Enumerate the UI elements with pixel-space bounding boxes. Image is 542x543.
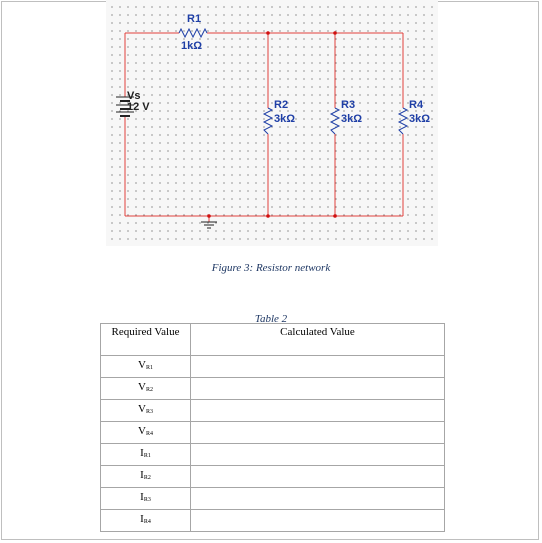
calculated-value-cell[interactable] <box>191 400 445 422</box>
r3-name-label: R3 <box>341 99 356 111</box>
calculated-value-cell[interactable] <box>191 356 445 378</box>
calculated-value-cell[interactable] <box>191 444 445 466</box>
table-row <box>101 378 445 400</box>
r3-value-label: 3kΩ <box>341 113 363 125</box>
table-row <box>101 356 445 378</box>
calculated-value-cell[interactable] <box>191 466 445 488</box>
calculated-value-cell[interactable] <box>191 422 445 444</box>
r1-value-label: 1kΩ <box>181 40 203 52</box>
circuit-schematic <box>106 0 438 246</box>
table-row <box>101 422 445 444</box>
calculated-value-cell[interactable] <box>191 488 445 510</box>
node-top-r2 <box>266 31 270 35</box>
r3-zigzag-icon <box>331 108 339 134</box>
r4-name-label: R4 <box>409 99 424 111</box>
required-value-cell: $I_{R2}$ <box>101 466 191 488</box>
required-value-cell: $I_{R1}$ <box>101 444 191 466</box>
required-value-cell: $V_{R3}$ <box>101 400 191 422</box>
values-table <box>100 323 445 532</box>
vs-name-label: Vs <box>127 90 141 102</box>
circuit-drawing <box>106 0 438 246</box>
vs-value-label: 12 V <box>127 101 150 113</box>
table-row <box>101 488 445 510</box>
required-value-cell: $V_{R1}$ <box>101 356 191 378</box>
table-row <box>101 466 445 488</box>
node-bottom-r2 <box>266 214 270 218</box>
node-top-r3 <box>333 31 337 35</box>
ground-icon <box>201 222 217 228</box>
calculated-value-cell[interactable] <box>191 510 445 532</box>
r1-name-label: R1 <box>187 13 202 25</box>
header-calculated-value: Calculated Value <box>191 324 445 356</box>
table-header-row <box>101 324 445 356</box>
required-value-cell: $I_{R3}$ <box>101 488 191 510</box>
required-value-cell: $V_{R4}$ <box>101 422 191 444</box>
r4-zigzag-icon <box>399 108 407 134</box>
calculated-value-cell[interactable] <box>191 378 445 400</box>
required-value-cell: $I_{R4}$ <box>101 510 191 532</box>
table-row <box>101 510 445 532</box>
r4-value-label: 3kΩ <box>409 113 431 125</box>
node-ground <box>207 214 211 218</box>
node-bottom-r3 <box>333 214 337 218</box>
r2-zigzag-icon <box>264 108 272 134</box>
r1-zigzag-icon <box>179 29 207 37</box>
figure-caption: Figure 3: Resistor network <box>211 262 331 274</box>
r2-name-label: R2 <box>274 99 289 111</box>
table-title: Table 2 <box>254 313 288 325</box>
table-row <box>101 400 445 422</box>
required-value-cell: $V_{R2}$ <box>101 378 191 400</box>
r2-value-label: 3kΩ <box>274 113 296 125</box>
table-row <box>101 444 445 466</box>
header-required-value: Required Value <box>101 324 191 356</box>
